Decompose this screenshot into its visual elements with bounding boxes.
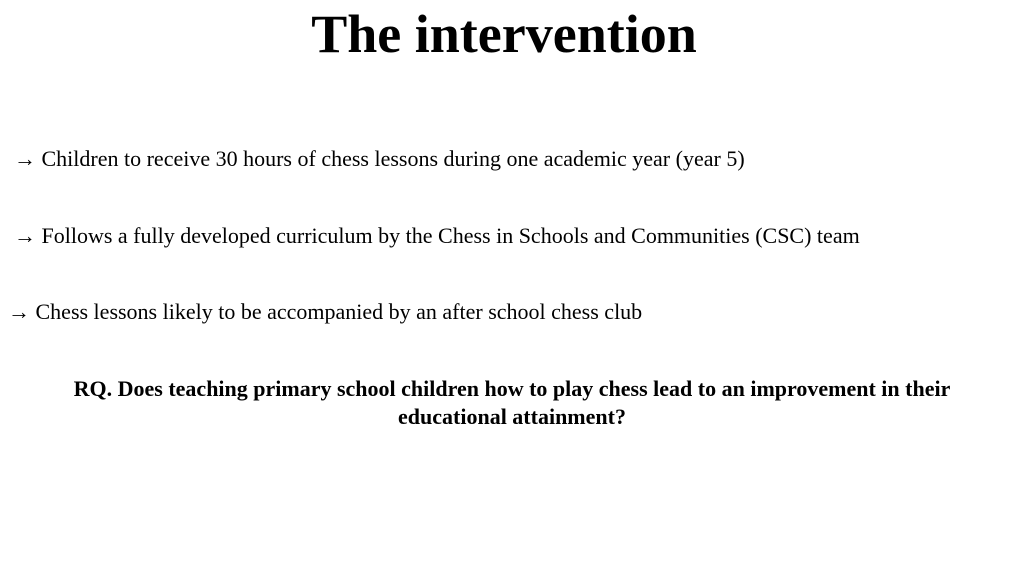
research-question: RQ. Does teaching primary school children how to play chess lead to an improvement in their educational attainment?	[73, 376, 951, 429]
bullet-item-3: → Chess lessons likely to be accompanied by an after school chess club	[8, 299, 643, 324]
bullet-item-2: → Follows a fully developed curriculum by the Chess in Schools and Communities (CSC) team	[14, 223, 860, 248]
slide-title: The intervention	[311, 4, 697, 64]
bullet-item-1: → Children to receive 30 hours of chess lessons during one academic year (year 5)	[14, 146, 745, 171]
